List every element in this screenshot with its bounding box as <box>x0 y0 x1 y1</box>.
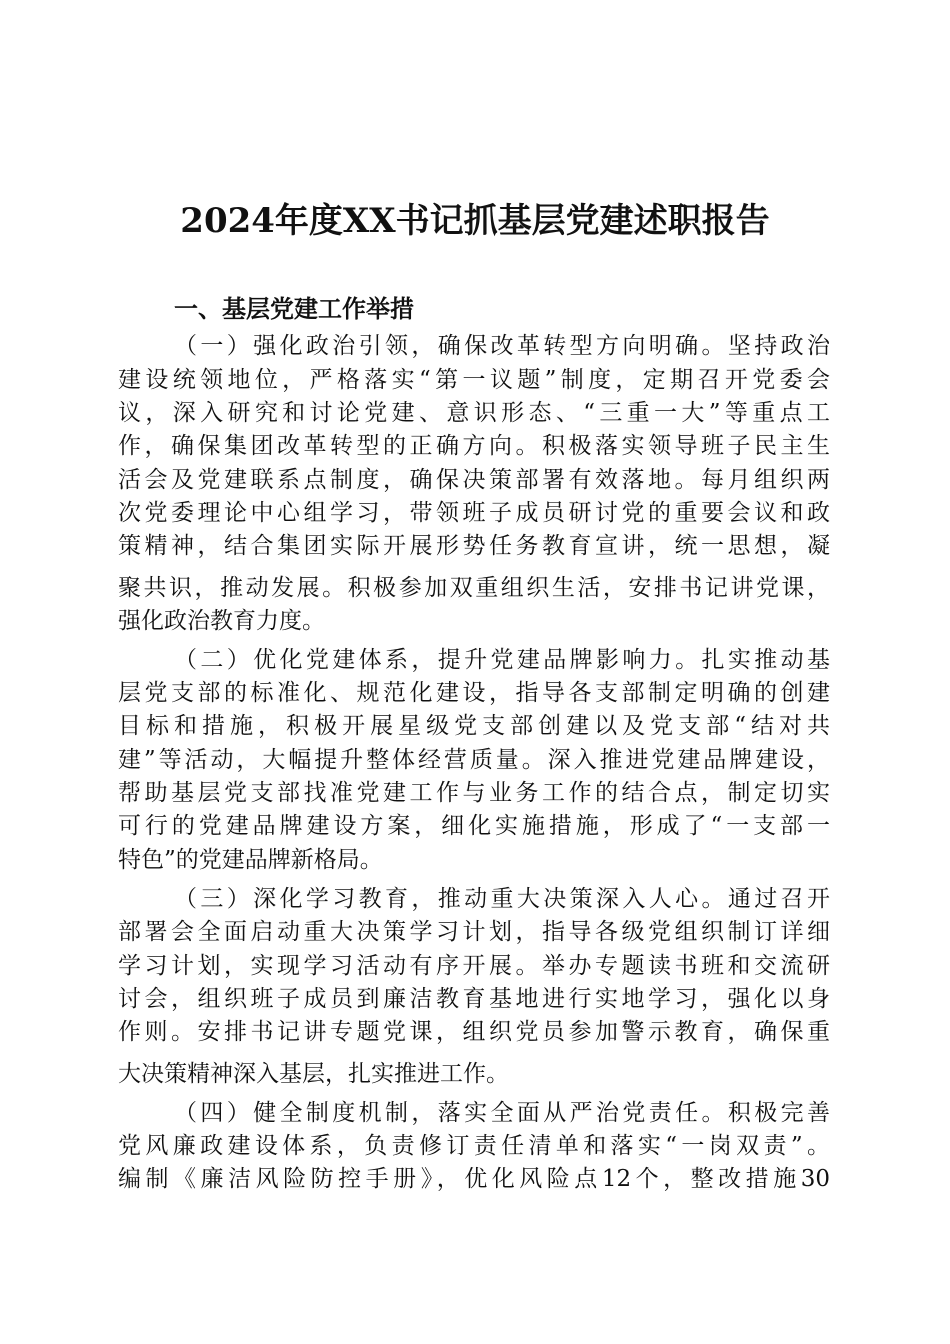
paragraph-2-line: 目标和措施，积极开展星级党支部创建以及党支部“结对共 <box>118 713 830 739</box>
paragraph-3-line: 讨会，组织班子成员到廉洁教育基地进行实地学习，强化以身 <box>118 986 830 1012</box>
paragraph-1-line: （一）强化政治引领，确保改革转型方向明确。坚持政治 <box>174 333 830 359</box>
paragraph-2-line: 帮助基层党支部找准党建工作与业务工作的结合点，制定切实 <box>118 780 830 806</box>
paragraph-2-line: 可行的党建品牌建设方案，细化实施措施，形成了“一支部一 <box>118 813 830 839</box>
paragraph-3-line: 部署会全面启动重大决策学习计划，指导各级党组织制订详细 <box>118 919 830 945</box>
paragraph-1-line: 建设统领地位，严格落实“第一议题”制度，定期召开党委会 <box>118 367 830 393</box>
document-title: 2024年度XX书记抓基层党建述职报告 <box>180 201 770 241</box>
paragraph-2-line: 层党支部的标准化、规范化建设，指导各支部制定明确的创建 <box>118 680 830 706</box>
paragraph-2-line: （二）优化党建体系，提升党建品牌影响力。扎实推动基 <box>174 647 830 673</box>
paragraph-3-line: 作则。安排书记讲专题党课，组织党员参加警示教育，确保重 <box>118 1019 830 1045</box>
paragraph-1-line: 策精神，结合集团实际开展形势任务教育宣讲，统一思想，凝 <box>118 533 830 559</box>
paragraph-2-line: 特色”的党建品牌新格局。 <box>118 847 383 873</box>
paragraph-3-line: （三）深化学习教育，推动重大决策深入人心。通过召开 <box>174 886 830 912</box>
paragraph-1-line: 次党委理论中心组学习，带领班子成员研讨党的重要会议和政 <box>118 500 830 526</box>
paragraph-1-line: 活会及党建联系点制度，确保决策部署有效落地。每月组织两 <box>118 467 830 493</box>
paragraph-1-line: 强化政治教育力度。 <box>118 608 325 634</box>
paragraph-4-line: （四）健全制度机制，落实全面从严治党责任。积极完善 <box>174 1100 830 1126</box>
paragraph-1-line: 作，确保集团改革转型的正确方向。积极落实领导班子民主生 <box>118 433 830 459</box>
section-heading: 一、基层党建工作举措 <box>174 295 414 323</box>
paragraph-1-line: 议，深入研究和讨论党建、意识形态、“三重一大”等重点工 <box>118 400 830 426</box>
paragraph-1-line: 聚共识，推动发展。积极参加双重组织生活，安排书记讲党课， <box>118 575 830 601</box>
paragraph-3-line: 大决策精神深入基层，扎实推进工作。 <box>118 1061 509 1087</box>
paragraph-2-line: 建”等活动，大幅提升整体经营质量。深入推进党建品牌建设， <box>118 747 830 773</box>
paragraph-4-line: 党风廉政建设体系，负责修订责任清单和落实“一岗双责”。 <box>118 1133 830 1159</box>
paragraph-4-line: 编制《廉洁风险防控手册》，优化风险点12个，整改措施30 <box>118 1166 830 1192</box>
paragraph-3-line: 学习计划，实现学习活动有序开展。举办专题读书班和交流研 <box>118 953 830 979</box>
